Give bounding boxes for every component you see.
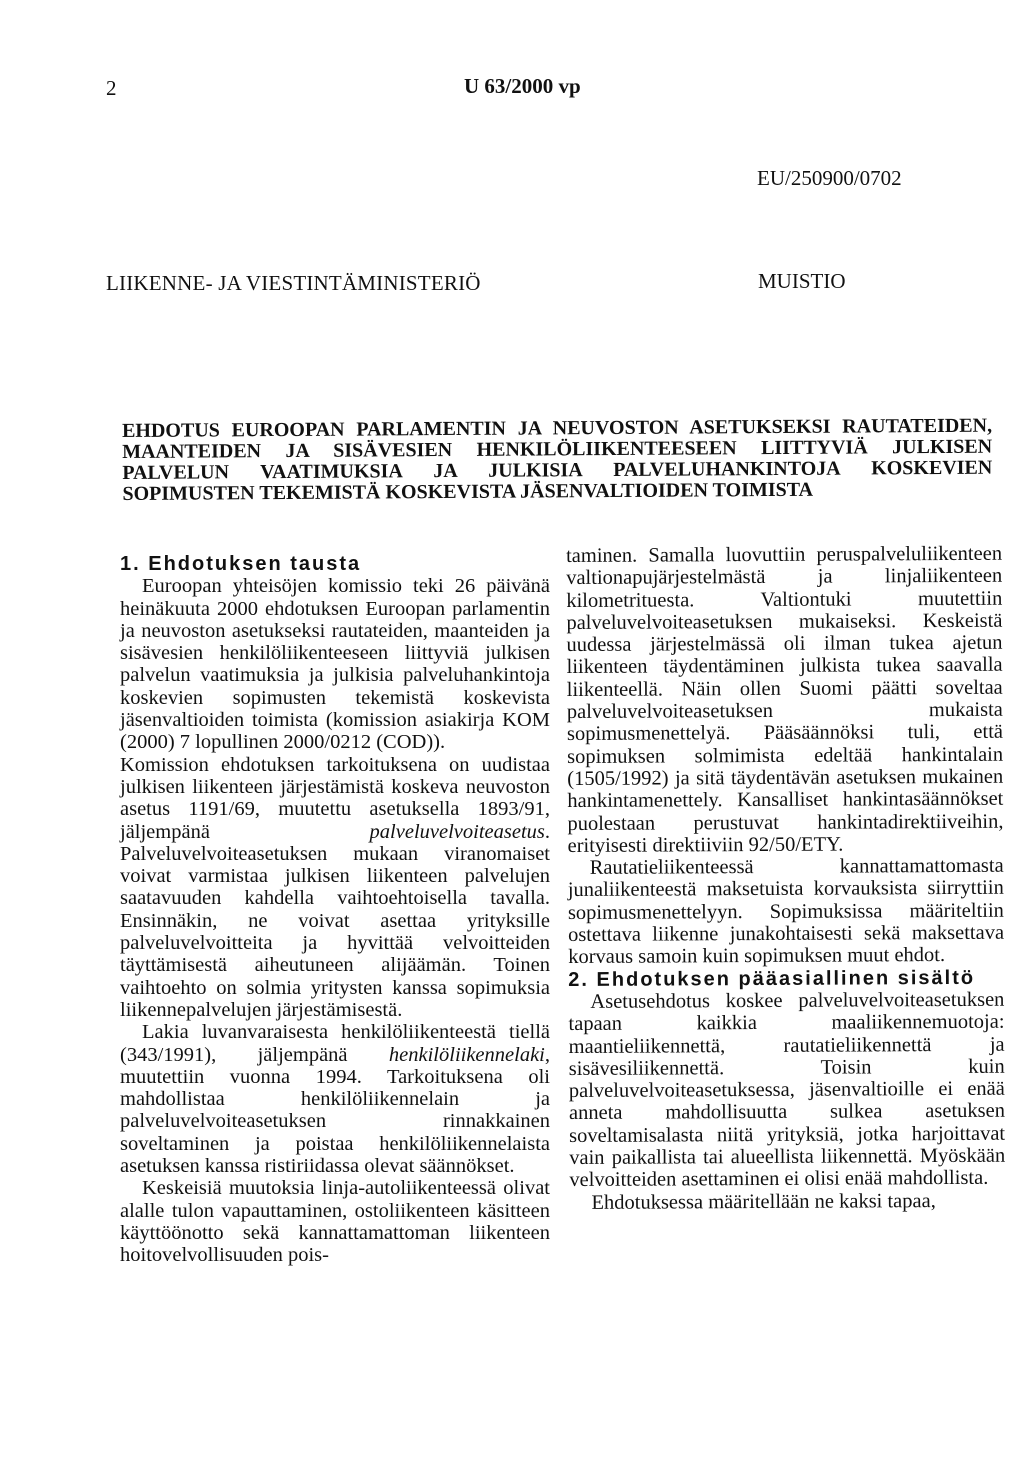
defined-term: palveluvelvoiteasetus: [369, 820, 545, 843]
page-number: 2: [106, 76, 117, 100]
section-1-paragraph-1: Euroopan yhteisöjen komissio teki 26 päivänä heinäkuuta 2000 ehdotuksen Euroopan parlamentin ja neuvoston asetukseksi rautateiden, maanteiden ja sisävesien henkilöliikenteeseen liittyviä julkisen palvelun vaatimuksia ja julkisia palveluhankintoja koskevien sopimusten tekemistä koskevista jäsenvaltioiden toimista (komission asiakirja KOM (2000) 7 lopullinen 2000/0212 (COD)).: [120, 575, 550, 754]
section-1-paragraph-4: Keskeisiä muutoksia linja-autoliikenteessä olivat alalle tulon vapauttaminen, ostoliikenteen käsitteen käyttöönotto sekä kannattamattoman liikenteen hoitovelvollisuuden pois-: [120, 1177, 550, 1267]
section-2-paragraph-2: Ehdotuksessa määritellään ne kaksi tapaa,: [591, 1189, 936, 1214]
paragraph-text: , muutettiin vuonna 1994. Tarkoituksena oli mahdollistaa henkilöliikennelain ja palveluvelvoiteasetuksen rinnakkainen soveltaminen ja poistaa henkilöliikennelaista asetuksen kanssa ristiriidassa olevat säännökset.: [120, 1043, 550, 1178]
document-title: EHDOTUS EUROOPAN PARLAMENTIN JA NEUVOSTON ASETUKSEKSI RAUTATEIDEN, MAANTEIDEN JA SISÄVESIEN HENKILÖLIIKENTEESEEN LIITTYVIÄ JULKISEN PALVELUN VAATIMUKSIA JA JULKISIA PALVELUHANKINTOJA KOSKEVIEN SOPIMUSTEN TEKEMISTÄ KOSKEVISTA JÄSENVALTIOIDEN TOIMISTA: [121, 414, 993, 505]
memo-label: MUISTIO: [758, 269, 846, 293]
document-code: U 63/2000 vp: [464, 74, 581, 98]
defined-term: henkilöliikennelaki: [388, 1043, 545, 1066]
section-1-heading: 1. Ehdotuksen tausta: [120, 553, 362, 575]
right-column: [566, 543, 1005, 1214]
reference-number: EU/250900/0702: [757, 166, 902, 190]
section-1-paragraph-5: Rautatieliikenteessä kannattamattomasta junaliikenteestä maksetuista korvauksista siirryttiin sopimusmenettelyyn. Sopimuksissa määriteltiin ostettava liikenne junakohtaisesti sekä maksettava korvaus samoin kuin sopimuksen muut ehdot.: [567, 854, 1005, 969]
section-2-heading: 2. Ehdotuksen pääasiallinen sisältö: [568, 966, 976, 991]
paragraph-text: . Palveluvelvoiteasetuksen mukaan viranomaiset voivat varmistaa julkisen liikenteen palvelujen saatavuuden kahdella vaihtoehtoisella tavalla. Ensinnäkin, ne voivat asettaa yrityksille palveluvelvoitteita ja hyvittää velvoitteiden täyttämisestä aiheutuneen alijäämän. Toinen vaihtoehto on solmia yritysten kanssa sopimuksia liikennepalvelujen järjestämisestä.: [120, 820, 550, 1021]
ministry-name: LIIKENNE- JA VIESTINTÄMINISTERIÖ: [106, 271, 481, 295]
section-1-paragraph-2: [120, 754, 550, 1022]
left-column: [120, 553, 550, 1267]
paragraph-text: Lakia luvanvaraisesta henkilöliikenteestä tiellä (343/1991), jäljempänä: [120, 1021, 550, 1066]
section-1-paragraph-3: [120, 1021, 550, 1177]
paragraph-text: Komission ehdotuksen tarkoituksena on uudistaa julkisen liikenteen järjestämistä koskeva neuvoston asetus 1191/69, muutettu asetuksella 1893/91, jäljempänä: [120, 753, 550, 843]
section-2-paragraph-1: Asetusehdotus koskee palveluvelvoiteasetuksen tapaan kaikkia maaliikennemuotoja: maantieliikennettä, rautatieliikennettä ja sisävesiliikennettä. Toisin kuin palveluvelvoiteasetuksessa, jäsenvaltioille ei enää anneta mahdollisuutta sulkea asetuksen soveltamisalasta niitä yrityksiä, jotka harjoittavat vain paikallista tai alueellista liikennettä. Myöskään velvoitteiden asettaminen ei olisi enää mahdollista.: [568, 988, 1006, 1192]
section-1-paragraph-4-continued: taminen. Samalla luovuttiin peruspalveluliikenteen valtionapujärjestelmästä ja linjaliikenteen kilometrituesta. Valtiontuki muutettiin palveluvelvoiteasetuksen mukaiseksi. Keskeistä uudessa järjestelmässä oli ilman tukea ajetun liikenteen täydentäminen julkista tukea saavalla liikenteellä. Näin ollen Suomi päätti soveltaa palveluvelvoiteasetuksen mukaista sopimusmenettelyä. Pääsäännöksi tuli, että sopimuksen solmimista edeltää hankintalain (1505/1992) ja sitä täydentävän asetuksen mukainen hankintamenettely. Kansalliset hankintasäännökset puolestaan perustuvat hankintadirektiiveihin, erityisesti direktiiviin 92/50/ETY.: [566, 542, 1004, 857]
